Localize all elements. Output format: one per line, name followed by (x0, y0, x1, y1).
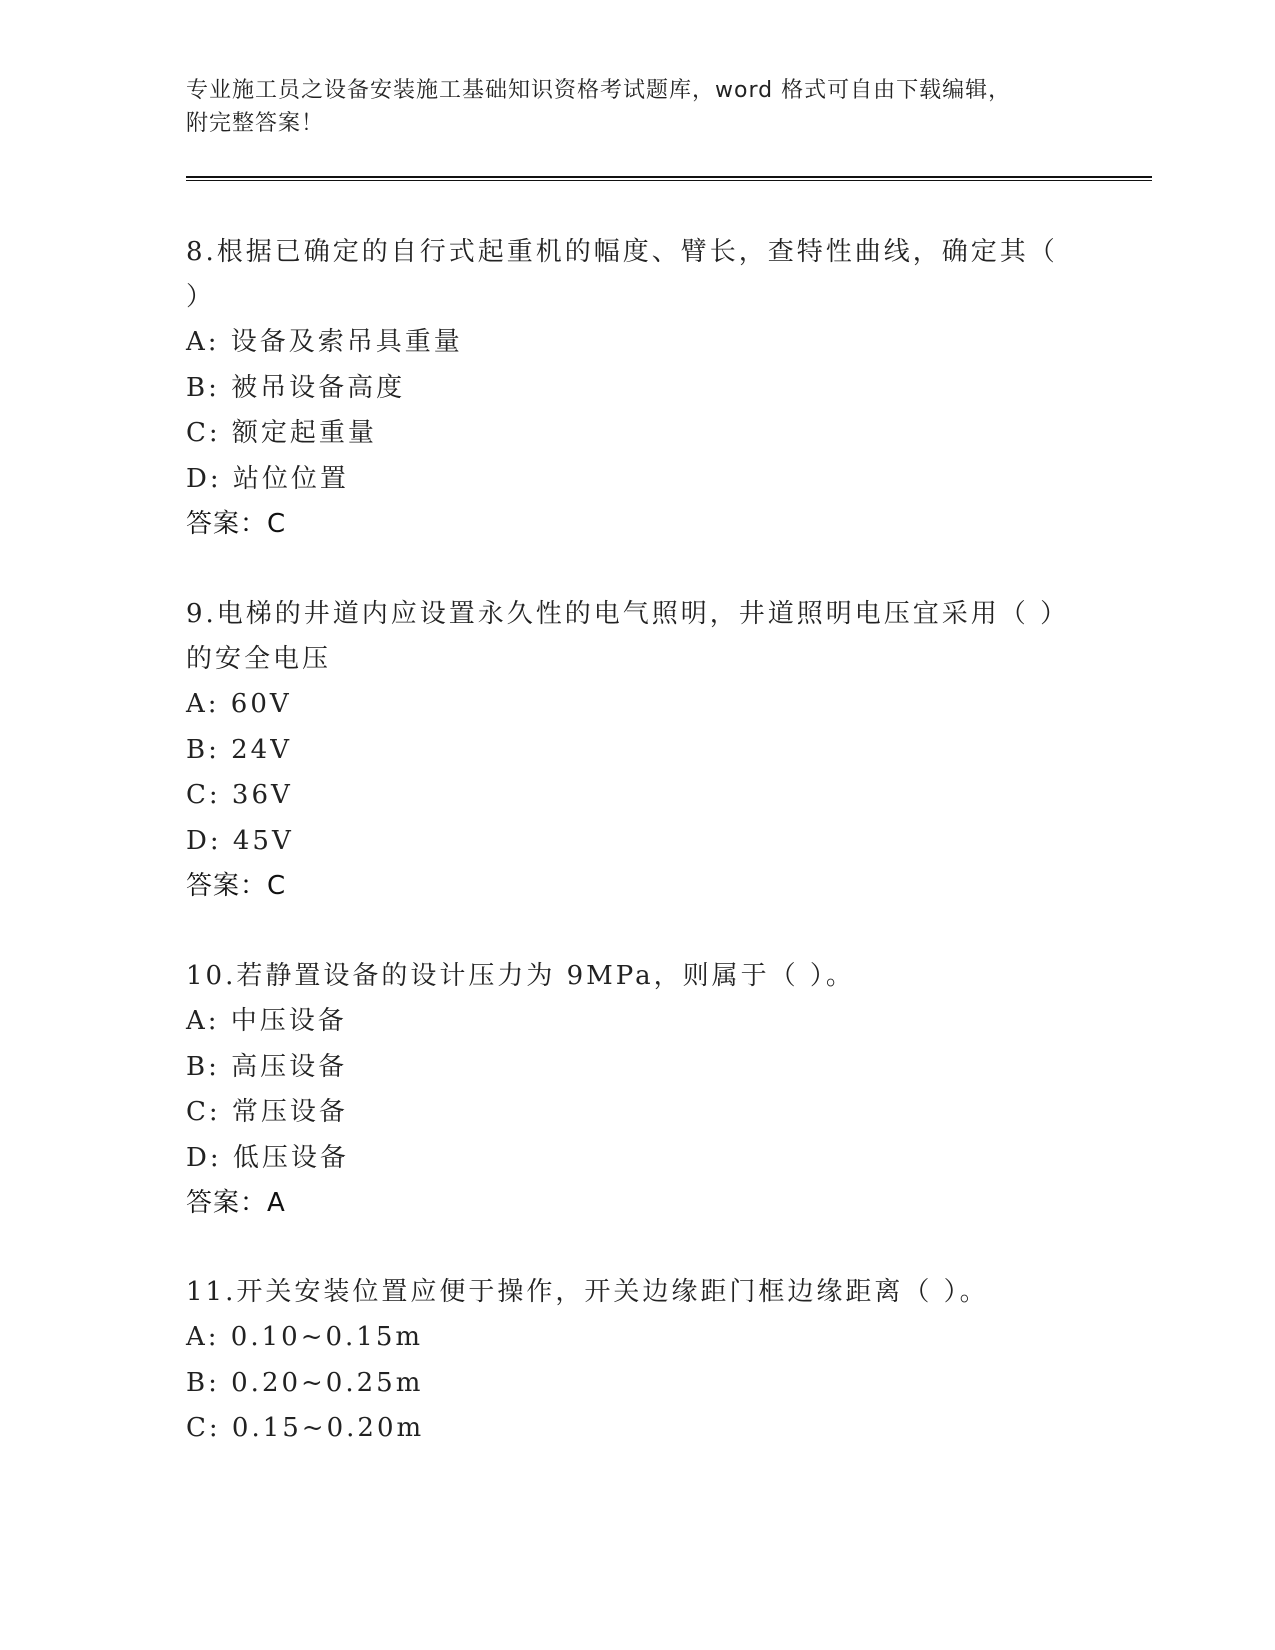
question-8 (186, 230, 1066, 547)
question-stem-continued: 的安全电压 (186, 644, 332, 674)
option-b: B: 24V (186, 734, 292, 765)
option-a: A: 中压设备 (186, 1006, 347, 1036)
question-11 (186, 1270, 1066, 1452)
option-b: B: 被吊设备高度 (186, 372, 406, 403)
option-c: C: 额定起重量 (186, 418, 377, 448)
question-stem: 8.根据已确定的自行式起重机的幅度、臂长，查特性曲线，确定其（ (186, 237, 1058, 267)
question-9 (186, 592, 1070, 909)
header-line-2: 附完整答案！ (186, 111, 325, 136)
option-c: C: 常压设备 (186, 1097, 348, 1127)
option-c: C: 36V (186, 780, 293, 810)
question-stem: 10.若静置设备的设计压力为 9MPa，则属于（ ）。 (186, 961, 855, 991)
question-stem-continued: ） (186, 282, 216, 312)
option-d: D: 低压设备 (186, 1142, 349, 1173)
option-b: B: 0.20~0.25m (186, 1367, 424, 1398)
header-line-1: 专业施工员之设备安装施工基础知识资格考试题库，word 格式可自由下载编辑， (186, 78, 1012, 103)
option-b: B: 高压设备 (186, 1051, 348, 1082)
option-c: C: 0.15~0.20m (186, 1413, 425, 1443)
question-10 (186, 954, 1066, 1226)
question-stem: 11.开关安装位置应便于操作，开关边缘距门框边缘距离（ ）。 (186, 1277, 989, 1307)
document-header (186, 74, 1086, 140)
header-divider (186, 176, 1152, 181)
option-d: D: 站位位置 (186, 463, 349, 494)
answer: 答案：C (186, 871, 287, 901)
option-a: A: 60V (186, 689, 292, 719)
answer: 答案：A (186, 1188, 286, 1218)
question-stem: 9.电梯的井道内应设置永久性的电气照明，井道照明电压宜采用（ ） (186, 599, 1070, 629)
option-d: D: 45V (186, 825, 294, 856)
option-a: A: 0.10~0.15m (186, 1322, 424, 1352)
answer: 答案：C (186, 509, 287, 539)
option-a: A: 设备及索吊具重量 (186, 327, 463, 357)
